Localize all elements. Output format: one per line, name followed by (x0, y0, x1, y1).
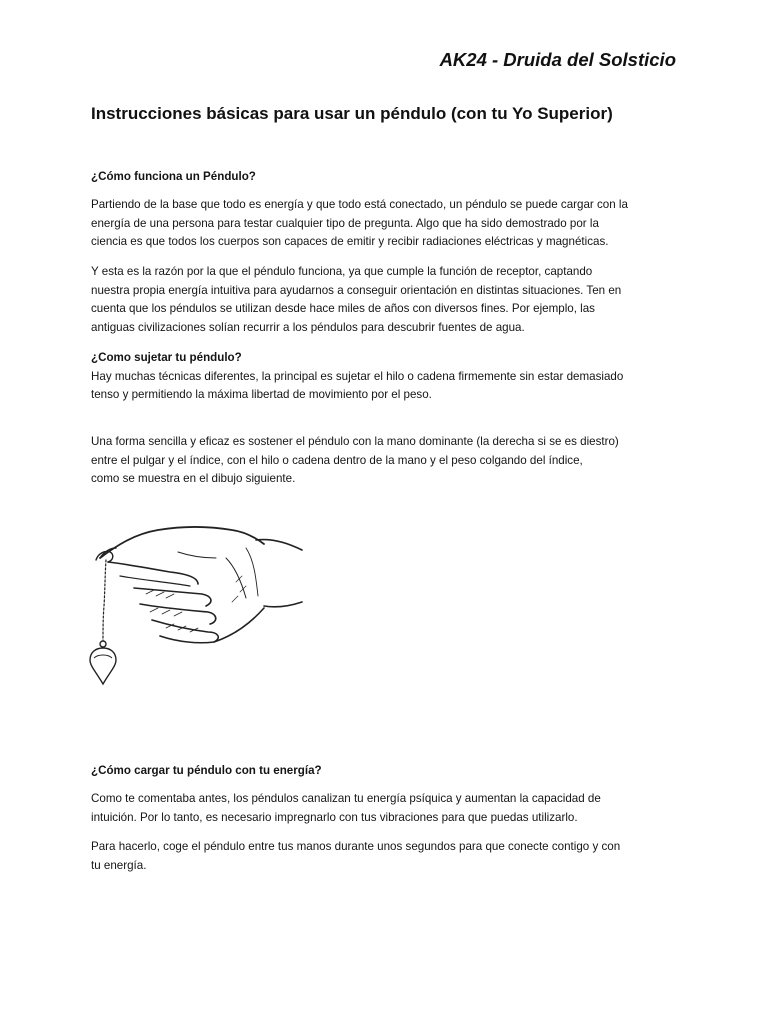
paragraph-line: entre el pulgar y el índice, con el hilo o cadena dentro de la mano y el peso colgando del índice, (91, 453, 583, 467)
paragraph-como-funciona-1 (91, 196, 691, 252)
paragraph-line: energía de una persona para testar cualquier tipo de pregunta. Algo que ha sido demostrado por la (91, 216, 599, 230)
paragraph-como-funciona-2 (91, 263, 691, 337)
paragraph-line: nuestra propia energía intuitiva para ayudarnos a conseguir orientación en distintas situaciones. Ten en (91, 283, 622, 297)
paragraph-como-cargar-2 (91, 838, 691, 875)
paragraph-line: ciencia es que todos los cuerpos son capaces de emitir y recibir radiaciones eléctricas y magnéticas. (91, 235, 609, 248)
section-heading: ¿Cómo funciona un Péndulo? (91, 170, 256, 183)
paragraph-line: Partiendo de la base que todo es energía y que todo está conectado, un péndulo se puede cargar con la (91, 198, 628, 211)
hand-holding-pendulum-icon (86, 498, 308, 688)
paragraph-line: tu energía. (91, 858, 147, 872)
paragraph-line: Hay muchas técnicas diferentes, la principal es sujetar el hilo o cadena firmemente sin estar demasiado (91, 369, 624, 383)
document-title: Instrucciones básicas para usar un péndulo (con tu Yo Superior) (91, 104, 613, 123)
paragraph-line: Como te comentaba antes, los péndulos canalizan tu energía psíquica y aumentan la capacidad de (91, 792, 601, 805)
section-heading: ¿Cómo cargar tu péndulo con tu energía? (91, 764, 322, 777)
paragraph-line: tenso y permitiendo la máxima libertad de movimiento por el peso. (91, 388, 432, 401)
section-heading: ¿Como sujetar tu péndulo? (91, 351, 242, 364)
paragraph-line: intuición. Por lo tanto, es necesario impregnarlo con tus vibraciones para que puedas utilizarlo. (91, 810, 578, 824)
paragraph-line: Para hacerlo, coge el péndulo entre tus manos durante unos segundos para que conecte contigo y con (91, 840, 621, 853)
paragraph-line: Una forma sencilla y eficaz es sostener el péndulo con la mano dominante (la derecha si se es diestro) (91, 435, 619, 448)
paragraph-como-cargar-1 (91, 790, 691, 827)
paragraph-line: cuenta que los péndulos se utilizan desde hace miles de años con diversos fines. Por ejemplo, las (91, 302, 595, 315)
paragraph-line: Y esta es la razón por la que el péndulo funciona, ya que cumple la función de receptor, captando (91, 265, 593, 278)
document-header: AK24 - Druida del Solsticio (439, 49, 676, 70)
paragraph-como-sujetar-1 (91, 349, 691, 405)
paragraph-line: antiguas civilizaciones solían recurrir a los péndulos para descubrir fuentes de agua. (91, 320, 525, 334)
section-heading-como-funciona (91, 168, 691, 187)
section-heading-como-cargar (91, 762, 691, 781)
paragraph-como-sujetar-2 (91, 433, 691, 489)
paragraph-line: como se muestra en el dibujo siguiente. (91, 472, 296, 485)
